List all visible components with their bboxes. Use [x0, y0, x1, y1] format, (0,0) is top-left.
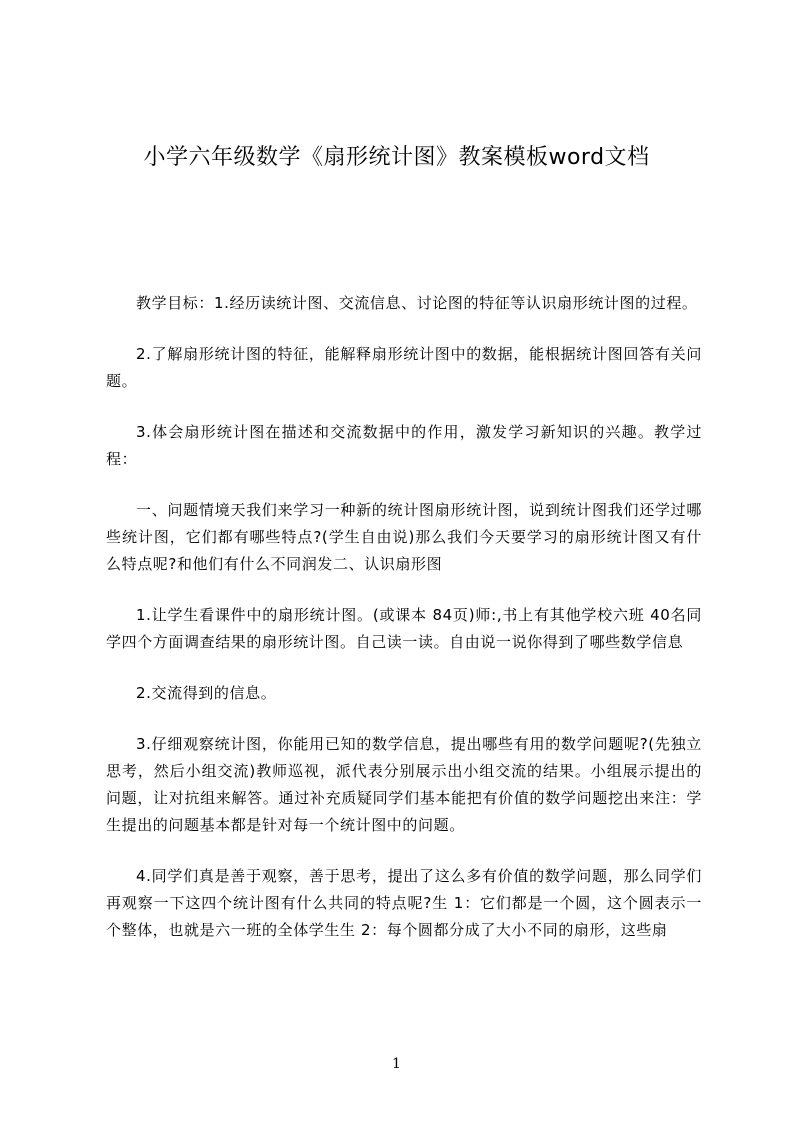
paragraph-step-2: 2.交流得到的信息。: [136, 684, 277, 702]
paragraph-problem-situation: 一、问题情境天我们来学习一种新的统计图扇形统计图，说到统计图我们还学过哪些统计图，它们都有哪些特点?(学生自由说)那么我们今天要学习的扇形统计图又有什么特点呢?和他们有什么不同润发二、认识扇形图: [106, 501, 702, 573]
paragraph-step-3: 3.仔细观察统计图，你能用已知的数学信息，提出哪些有用的数学问题呢?(先独立思考，然后小组交流)教师巡视，派代表分别展示出小组交流的结果。小组展示提出的问题，让对抗组来解答。通过补充质疑同学们基本能把有价值的数学问题挖出来注：学生提出的问题基本都是针对每一个统计图中的问题。: [106, 735, 702, 834]
paragraph-teaching-goal-2: 2.了解扇形统计图的特征，能解释扇形统计图中的数据，能根据统计图回答有关问题。: [106, 345, 702, 390]
paragraph-step-1: 1.让学生看课件中的扇形统计图。(或课本 84页)师:,书上有其他学校六班 40名同学四个方面调查结果的扇形统计图。自己读一读。自由说一说你得到了哪些数学信息: [106, 606, 702, 651]
paragraph-step-4: 4.同学们真是善于观察，善于思考，提出了这么多有价值的数学问题，那么同学们再观察一下这四个统计图有什么共同的特点呢?生 1：它们都是一个圆，这个圆表示一个整体，也就是六一班的全体学生生 2：每个圆都分成了大小不同的扇形，这些扇: [106, 867, 702, 939]
paragraph-teaching-goal-1: 教学目标：1.经历读统计图、交流信息、讨论图的特征等认识扇形统计图的过程。: [136, 294, 698, 312]
page-number: 1: [392, 1056, 401, 1072]
paragraph-teaching-goal-3: 3.体会扇形统计图在描述和交流数据中的作用，激发学习新知识的兴趣。教学过程：: [106, 423, 702, 468]
document-title: 小学六年级数学《扇形统计图》教案模板word文档: [143, 145, 650, 170]
document-body: [106, 290, 702, 968]
